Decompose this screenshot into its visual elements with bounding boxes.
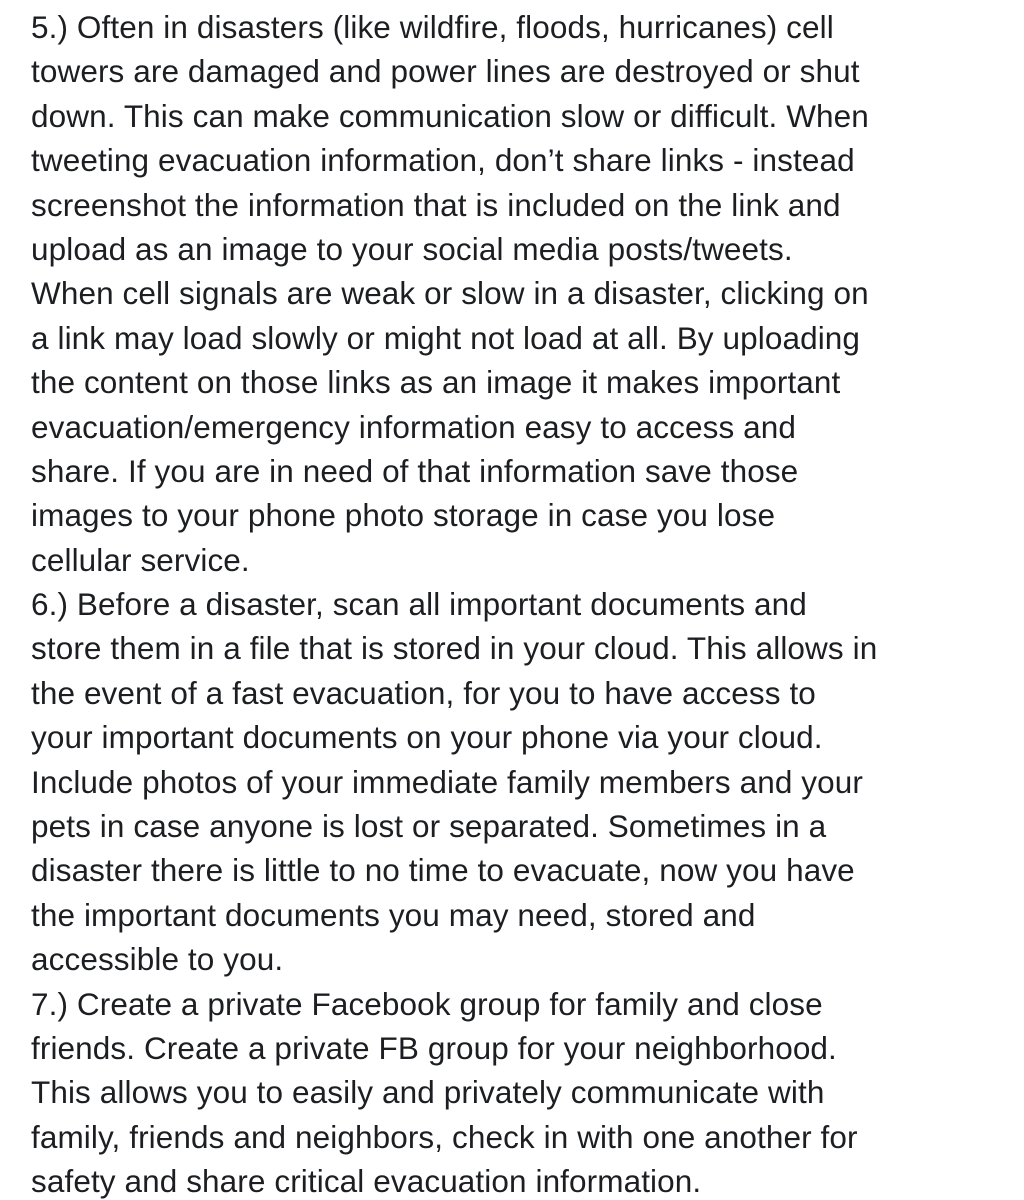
text-line: upload as an image to your social media posts/tweets.: [31, 230, 793, 267]
text-line: share. If you are in need of that information save those: [31, 452, 799, 489]
text-line: screenshot the information that is included on the link and: [31, 186, 841, 223]
text-line: family, friends and neighbors, check in with one another for: [31, 1118, 858, 1155]
text-line: tweeting evacuation information, don’t share links - instead: [31, 142, 855, 179]
text-line: cellular service.: [31, 541, 250, 578]
text-line: Include photos of your immediate family members and your: [31, 763, 863, 800]
post-body-text: [31, 5, 1011, 1200]
text-line: evacuation/emergency information easy to access and: [31, 408, 797, 445]
text-line: towers are damaged and power lines are destroyed or shut: [31, 53, 860, 90]
text-line: 5.) Often in disasters (like wildfire, floods, hurricanes) cell: [31, 9, 834, 45]
text-line: safety and share critical evacuation information.: [31, 1163, 702, 1200]
text-line: the event of a fast evacuation, for you to have access to: [31, 674, 816, 711]
text-line: When cell signals are weak or slow in a disaster, clicking on: [31, 275, 869, 312]
text-line: disaster there is little to no time to evacuate, now you have: [31, 852, 855, 889]
text-line: 7.) Create a private Facebook group for family and close: [31, 985, 823, 1022]
text-line: pets in case anyone is lost or separated. Sometimes in a: [31, 808, 827, 845]
text-line: down. This can make communication slow or difficult. When: [31, 97, 869, 134]
text-line: This allows you to easily and privately communicate with: [31, 1074, 825, 1111]
text-line: accessible to you.: [31, 941, 284, 978]
text-line: the content on those links as an image it makes important: [31, 364, 841, 401]
text-line: a link may load slowly or might not load at all. By uploading: [31, 319, 861, 356]
text-line: the important documents you may need, stored and: [31, 896, 756, 933]
text-line: friends. Create a private FB group for your neighborhood.: [31, 1029, 837, 1066]
text-line: 6.) Before a disaster, scan all important documents and: [31, 586, 807, 623]
text-line: store them in a file that is stored in your cloud. This allows in: [31, 630, 878, 667]
text-line: your important documents on your phone via your cloud.: [31, 719, 823, 756]
text-line: images to your phone photo storage in case you lose: [31, 497, 776, 534]
